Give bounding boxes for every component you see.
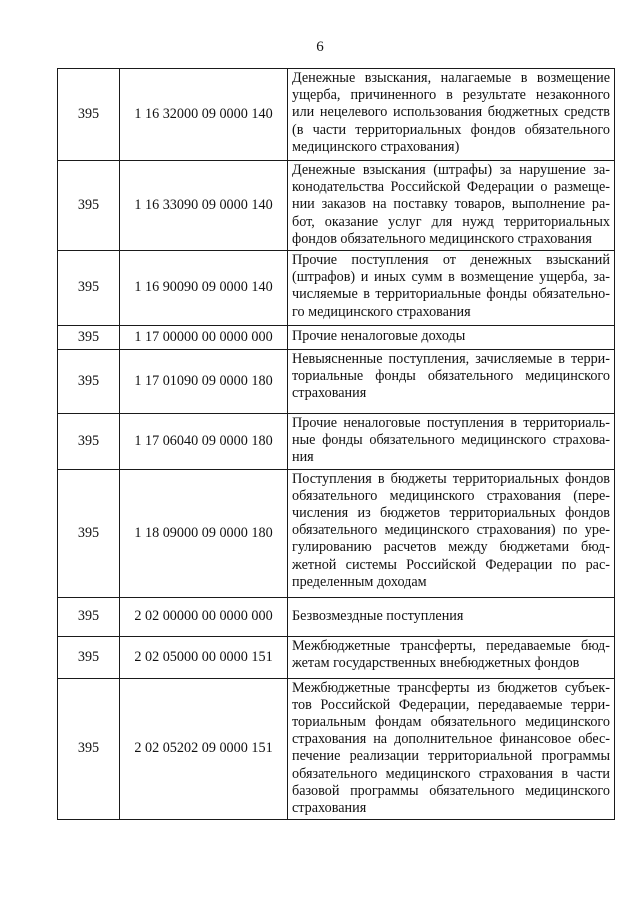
description-cell <box>288 69 615 161</box>
budget-code-cell: 1 18 09000 09 0000 180 <box>120 469 288 597</box>
table-row <box>58 636 615 678</box>
description-line: бот, оказание услуг для нужд территориальных <box>292 213 610 230</box>
description-line: медицинского страхования) <box>292 138 460 155</box>
admin-code-cell: 395 <box>58 414 120 470</box>
description-cell <box>288 678 615 820</box>
description-line: Межбюджетные трансферты из бюджетов субъек- <box>292 679 610 696</box>
description-line: гулированию расчетов между бюджетами бюд- <box>292 539 610 556</box>
description-line: Безвозмездные поступления <box>292 607 464 624</box>
description-line: числения из бюджетов территориальных фондов <box>292 505 610 522</box>
budget-code-cell: 1 16 33090 09 0000 140 <box>120 161 288 251</box>
description-line: (в части территориальных фондов обязательного <box>292 121 610 138</box>
admin-code-cell: 395 <box>58 469 120 597</box>
description-line: Поступления в бюджеты территориальных фондов <box>292 470 610 487</box>
description-line: обязательного медицинского страхования в части <box>292 765 610 782</box>
description-line: нии заказов на поставку товаров, выполнение ра- <box>292 196 610 213</box>
description-line: Прочие неналоговые доходы <box>292 328 466 345</box>
description-cell <box>288 636 615 678</box>
description-line: конодательства Российской Федерации о размеще- <box>292 179 610 196</box>
budget-code-cell: 1 17 01090 09 0000 180 <box>120 350 288 414</box>
description-line: пределенным доходам <box>292 573 427 590</box>
page-number: 6 <box>316 39 324 55</box>
table-row <box>58 469 615 597</box>
table-row <box>58 597 615 636</box>
description-line: Денежные взыскания, налагаемые в возмещение <box>292 70 610 86</box>
description-line: страхования на дополнительное финансовое обес- <box>292 731 610 748</box>
description-line: ния <box>292 449 314 466</box>
description-cell <box>288 414 615 470</box>
table-row <box>58 161 615 251</box>
description-line: страхования <box>292 800 367 817</box>
budget-code-cell: 1 17 06040 09 0000 180 <box>120 414 288 470</box>
description-cell <box>288 251 615 326</box>
description-line: Межбюджетные трансферты, передаваемые бюд- <box>292 637 610 654</box>
description-line: обязательного медицинского страхования (пере- <box>292 487 610 504</box>
budget-code-cell: 1 17 00000 00 0000 000 <box>120 326 288 350</box>
description-line: Прочие неналоговые поступления в территориаль- <box>292 415 610 432</box>
description-line: (штрафов) и иных сумм в возмещение ущерба, за- <box>292 269 610 286</box>
description-line: Денежные взыскания (штрафы) за нарушение за- <box>292 162 610 178</box>
description-line: ные фонды обязательного медицинского страхова- <box>292 432 610 449</box>
description-line: го медицинского страхования <box>292 303 471 320</box>
description-line: ториальным фондам обязательного медицинского <box>292 714 610 731</box>
description-line: ториальные фонды обязательного медицинского <box>292 368 610 385</box>
description-line: страхования <box>292 385 367 402</box>
description-line: жетам государственных внебюджетных фондов <box>292 654 580 671</box>
description-line: ущерба, причиненного в результате незаконного <box>292 87 610 104</box>
admin-code-cell: 395 <box>58 161 120 251</box>
description-line: Прочие поступления от денежных взысканий <box>292 252 610 269</box>
description-cell <box>288 161 615 251</box>
budget-classification-table <box>57 68 615 820</box>
description-cell <box>288 597 615 636</box>
admin-code-cell: 395 <box>58 636 120 678</box>
table-row <box>58 678 615 820</box>
table-row <box>58 350 615 414</box>
table-row <box>58 326 615 350</box>
description-line: числяемые в территориальные фонды обязательно- <box>292 286 610 303</box>
budget-code-cell: 1 16 32000 09 0000 140 <box>120 69 288 161</box>
description-cell <box>288 469 615 597</box>
table-body <box>58 69 615 820</box>
description-line: тов Российской Федерации, передаваемые терри- <box>292 696 610 713</box>
description-line: жетной системы Российской Федерации по рас- <box>292 556 610 573</box>
budget-code-cell: 2 02 05000 00 0000 151 <box>120 636 288 678</box>
description-cell <box>288 326 615 350</box>
description-line: или нецелевого использования бюджетных средств <box>292 104 610 121</box>
table-row <box>58 414 615 470</box>
description-line: базовой программы обязательного медицинского <box>292 782 610 799</box>
budget-code-cell: 2 02 00000 00 0000 000 <box>120 597 288 636</box>
description-line: Невыясненные поступления, зачисляемые в терри- <box>292 351 610 368</box>
description-line: печение реализации территориальной программы <box>292 748 610 765</box>
description-line: фондов обязательного медицинского страхования <box>292 230 592 247</box>
admin-code-cell: 395 <box>58 69 120 161</box>
description-cell <box>288 350 615 414</box>
admin-code-cell: 395 <box>58 251 120 326</box>
table-row <box>58 251 615 326</box>
admin-code-cell: 395 <box>58 597 120 636</box>
budget-code-cell: 1 16 90090 09 0000 140 <box>120 251 288 326</box>
table-row <box>58 69 615 161</box>
budget-code-cell: 2 02 05202 09 0000 151 <box>120 678 288 820</box>
admin-code-cell: 395 <box>58 350 120 414</box>
admin-code-cell: 395 <box>58 326 120 350</box>
admin-code-cell: 395 <box>58 678 120 820</box>
description-line: обязательного медицинского страхования) по уре- <box>292 522 610 539</box>
